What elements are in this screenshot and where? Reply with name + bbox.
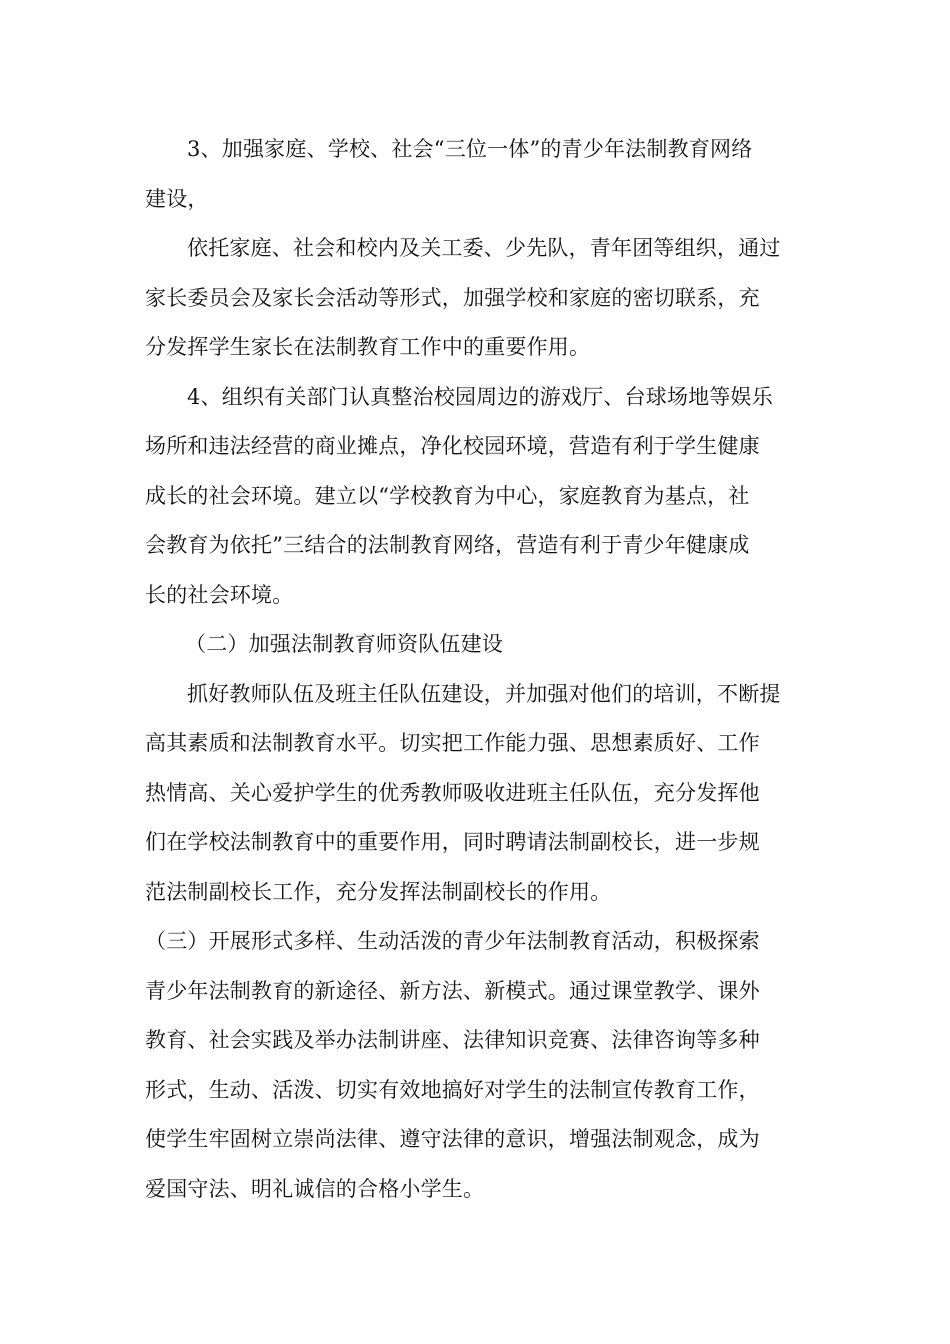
paragraph-line: 们在学校法制教育中的重要作用，同时聘请法制副校长，进一步规 [145,830,760,854]
paragraph-3-network [145,125,809,224]
paragraph-line: 会教育为依托”三结合的法制教育网络，营造有利于青少年健康成 [145,533,750,557]
paragraph-line: 使学生牢固树立崇尚法律、遵守法律的意识，增强法制观念，成为 [145,1127,760,1151]
paragraph-line: 爱国守法、明礼诚信的合格小学生。 [145,1176,485,1201]
paragraph-line: 高其素质和法制教育水平。切实把工作能力强、思想素质好、工作 [145,731,760,755]
paragraph-line: 家长委员会及家长会活动等形式，加强学校和家庭的密切联系，充 [145,285,760,310]
paragraph-line: 建设， [145,186,209,211]
paragraph-line: （三）开展形式多样、生动活泼的青少年法制教育活动，积极探索 [145,929,760,953]
paragraph-relying-on-family [145,224,809,373]
paragraph-line: 场所和违法经营的商业摊点，净化校园环境，营造有利于学生健康 [145,434,760,458]
paragraph-line: 青少年法制教育的新途径、新方法、新模式。通过课堂教学、课外 [145,978,760,1003]
paragraph-teacher-team [145,670,809,918]
paragraph-line: 4、组织有关部门认真整治校园周边的游戏厅、台球场地等娱乐 [187,384,773,409]
paragraph-line: 热情高、关心爱护学生的优秀教师吸收进班主任队伍，充分发挥他 [145,780,760,805]
paragraph-line: 长的社会环境。 [145,582,294,607]
section-heading-2 [145,620,809,670]
section-heading: （二）加强法制教育师资队伍建设 [185,632,503,656]
document-body [145,125,809,1214]
paragraph-section-3-activities [145,917,809,1214]
paragraph-line: 抓好教师队伍及班主任队伍建设，并加强对他们的培训，不断提 [187,681,781,706]
paragraph-line: 成长的社会环境。建立以“学校教育为中心，家庭教育为基点，社 [145,483,750,508]
paragraph-line: 分发挥学生家长在法制教育工作中的重要作用。 [145,335,591,359]
paragraph-line: 形式，生动、活泼、切实有效地搞好对学生的法制宣传教育工作， [145,1077,760,1102]
paragraph-line: 3、加强家庭、学校、社会“三位一体”的青少年法制教育网络 [187,137,753,161]
paragraph-line: 教育、社会实践及举办法制讲座、法律知识竞赛、法律咨询等多种 [145,1028,760,1052]
paragraph-line: 依托家庭、社会和校内及关工委、少先队，青年团等组织，通过 [187,236,781,260]
paragraph-line: 范法制副校长工作，充分发挥法制副校长的作用。 [145,879,612,904]
paragraph-4-campus-environment [145,373,809,621]
